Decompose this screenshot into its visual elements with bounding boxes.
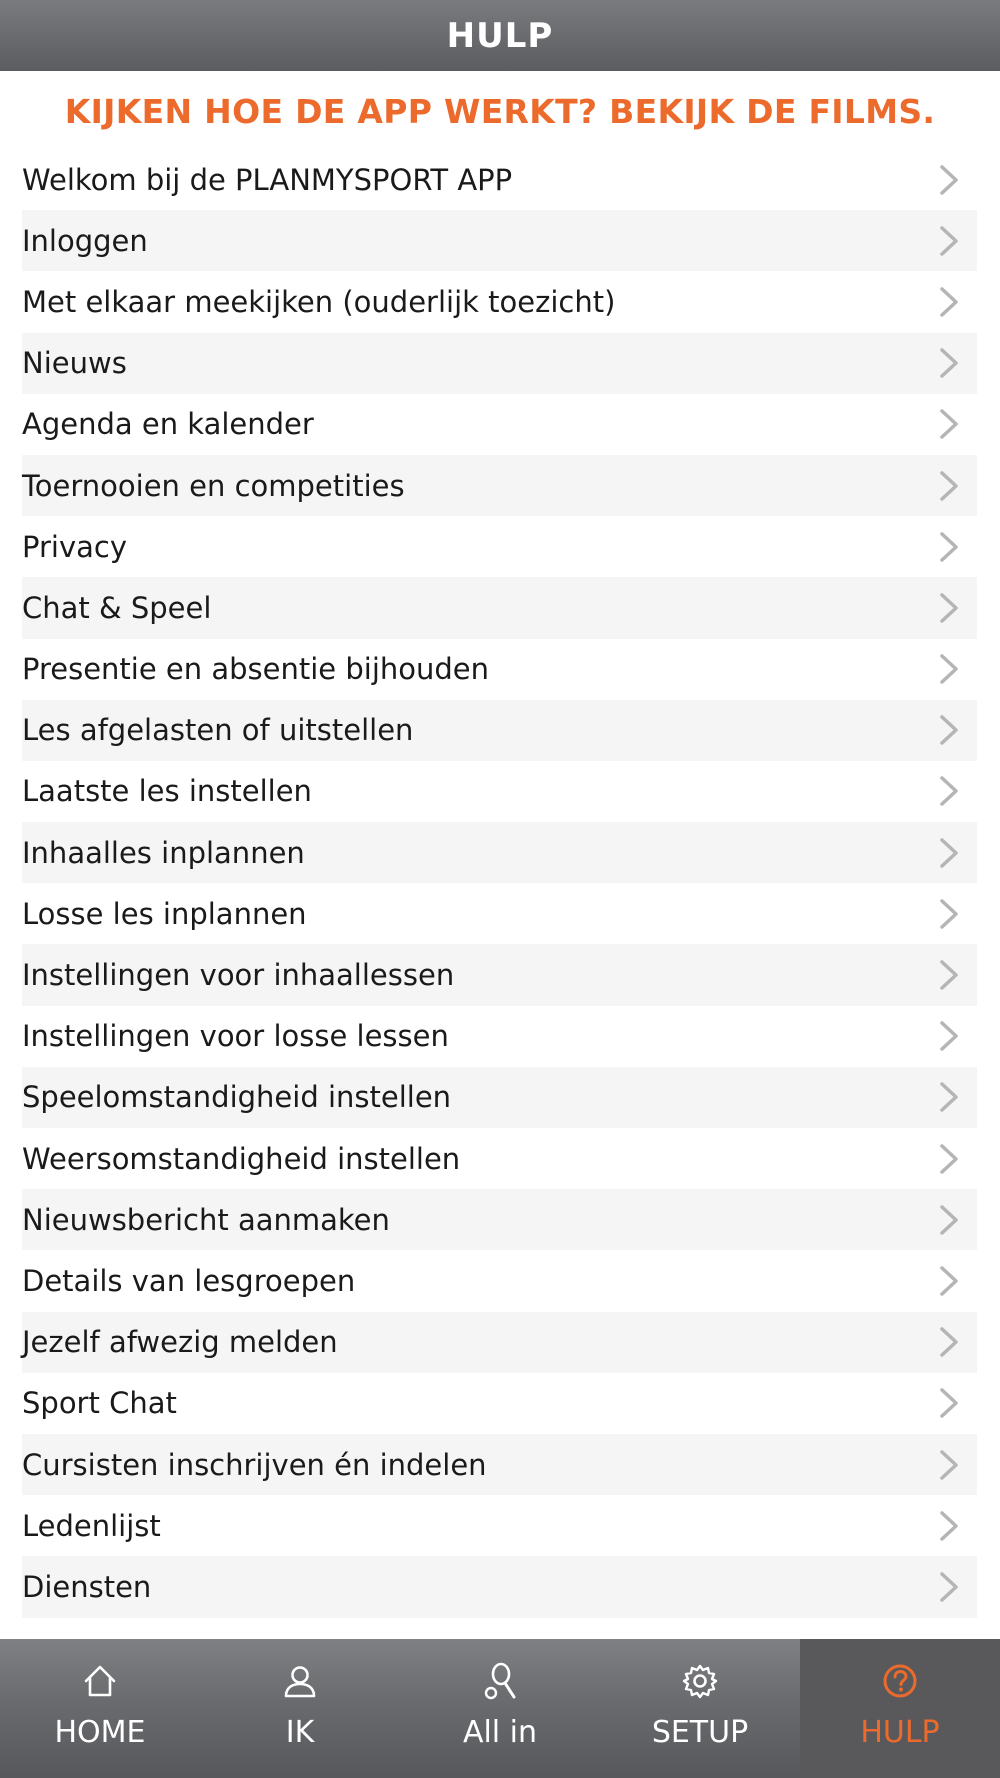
list-item[interactable] <box>22 1312 977 1373</box>
list-item[interactable] <box>22 639 977 700</box>
chevron-right-icon <box>937 1080 961 1114</box>
chevron-right-icon <box>937 1264 961 1298</box>
tab-label: SETUP <box>651 1715 749 1750</box>
list-item[interactable] <box>22 149 977 210</box>
list-item[interactable] <box>22 1495 977 1556</box>
tab-home[interactable] <box>0 1639 200 1778</box>
list-item-label: Presentie en absentie bijhouden <box>22 652 490 687</box>
list-item-label: Instellingen voor losse lessen <box>22 1019 449 1054</box>
tab-label: IK <box>285 1715 315 1750</box>
list-item[interactable] <box>22 333 977 394</box>
list-item-label: Jezelf afwezig melden <box>22 1325 338 1360</box>
list-item-label: Met elkaar meekijken (ouderlijk toezicht) <box>22 284 616 319</box>
list-item-label: Details van lesgroepen <box>22 1263 356 1298</box>
chevron-right-icon <box>937 224 961 258</box>
chevron-right-icon <box>937 958 961 992</box>
list-item[interactable] <box>22 1373 977 1434</box>
chevron-right-icon <box>937 1448 961 1482</box>
list-item-label: Speelomstandigheid instellen <box>22 1080 452 1115</box>
list-item-label: Privacy <box>22 529 127 564</box>
user-icon <box>281 1661 319 1701</box>
gear-icon <box>681 1661 719 1701</box>
chevron-right-icon <box>937 1203 961 1237</box>
list-item-label: Cursisten inschrijven én indelen <box>22 1447 487 1482</box>
list-item[interactable] <box>22 700 977 761</box>
subtitle: KIJKEN HOE DE APP WERKT? BEKIJK DE FILMS. <box>64 92 936 131</box>
tab-ik[interactable] <box>200 1639 400 1778</box>
home-icon <box>81 1661 119 1701</box>
list-item-label: Losse les inplannen <box>22 896 307 931</box>
chevron-right-icon <box>937 407 961 441</box>
list-item[interactable] <box>22 1067 977 1128</box>
list-item[interactable] <box>22 1189 977 1250</box>
chevron-right-icon <box>937 1509 961 1543</box>
list-item-label: Sport Chat <box>22 1386 177 1421</box>
chevron-right-icon <box>937 836 961 870</box>
chevron-right-icon <box>937 285 961 319</box>
list-item[interactable] <box>22 883 977 944</box>
tab-hulp[interactable] <box>800 1639 1000 1778</box>
list-item-label: Toernooien en competities <box>22 468 405 503</box>
list-item-label: Inloggen <box>22 223 148 258</box>
chevron-right-icon <box>937 346 961 380</box>
list-item-label: Welkom bij de PLANMYSPORT APP <box>22 162 513 197</box>
list-item-label: Chat & Speel <box>22 590 212 625</box>
list-item[interactable] <box>22 1434 977 1495</box>
tab-label: All in <box>462 1715 538 1750</box>
tab-label: HULP <box>860 1715 940 1750</box>
list-item-label: Nieuwsbericht aanmaken <box>22 1202 390 1237</box>
racket-ball-icon <box>481 1661 519 1701</box>
list-item[interactable] <box>22 761 977 822</box>
chevron-right-icon <box>937 1325 961 1359</box>
list-item-label: Inhaalles inplannen <box>22 835 305 870</box>
list-item-label: Ledenlijst <box>22 1508 161 1543</box>
chevron-right-icon <box>937 163 961 197</box>
chevron-right-icon <box>937 774 961 808</box>
list-item[interactable] <box>22 271 977 332</box>
list-item-label: Nieuws <box>22 346 127 381</box>
list-item[interactable] <box>22 210 977 271</box>
help-icon <box>881 1661 919 1701</box>
header-bar <box>0 0 1000 71</box>
tab-label: HOME <box>54 1715 146 1750</box>
list-item[interactable] <box>22 1128 977 1189</box>
chevron-right-icon <box>937 1019 961 1053</box>
bottom-tab-bar <box>0 1639 1000 1778</box>
list-item-label: Weersomstandigheid instellen <box>22 1141 461 1176</box>
chevron-right-icon <box>937 530 961 564</box>
tab-all-in[interactable] <box>400 1639 600 1778</box>
list-item[interactable] <box>22 394 977 455</box>
list-item[interactable] <box>22 1006 977 1067</box>
chevron-right-icon <box>937 1570 961 1604</box>
help-video-list <box>22 149 977 1618</box>
list-item-label: Agenda en kalender <box>22 407 314 442</box>
chevron-right-icon <box>937 469 961 503</box>
list-item[interactable] <box>22 577 977 638</box>
list-item-label: Laatste les instellen <box>22 774 312 809</box>
list-item[interactable] <box>22 1250 977 1311</box>
list-item[interactable] <box>22 822 977 883</box>
list-item-label: Les afgelasten of uitstellen <box>22 713 414 748</box>
chevron-right-icon <box>937 1386 961 1420</box>
list-item-label: Diensten <box>22 1569 152 1604</box>
chevron-right-icon <box>937 591 961 625</box>
chevron-right-icon <box>937 713 961 747</box>
list-item[interactable] <box>22 944 977 1005</box>
chevron-right-icon <box>937 1142 961 1176</box>
list-item[interactable] <box>22 1556 977 1617</box>
list-item-label: Instellingen voor inhaallessen <box>22 958 455 993</box>
tab-setup[interactable] <box>600 1639 800 1778</box>
chevron-right-icon <box>937 897 961 931</box>
list-item[interactable] <box>22 516 977 577</box>
list-item[interactable] <box>22 455 977 516</box>
page-title: HULP <box>446 15 554 56</box>
chevron-right-icon <box>937 652 961 686</box>
